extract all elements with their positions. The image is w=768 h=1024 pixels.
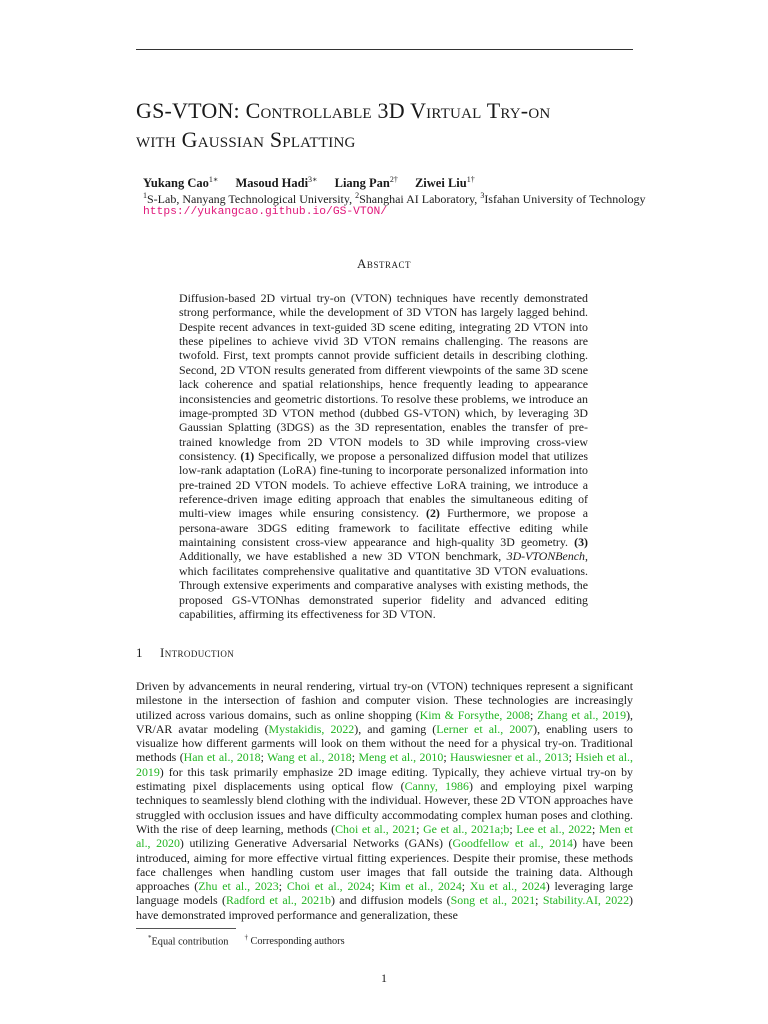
author: Liang Pan$^{2\dagger}$ [334,175,398,191]
section-title: Introduction [160,645,235,660]
citation-link[interactable]: Stability.AI, 2022 [542,893,630,908]
citation-link[interactable]: Meng et al., 2010 [358,750,444,765]
paper-title [136,96,676,154]
citation-link[interactable]: Kim et al., 2024 [379,879,462,894]
citation-link[interactable]: Hsieh et al., 2019 [136,750,633,779]
citation-link[interactable]: Zhu et al., 2023 [198,879,279,894]
footnotes: *Equal contribution † Corresponding authors [148,934,345,948]
author: Masoud Hadi$^{3∗}$ [235,175,318,191]
abstract-text: Diffusion-based 2D virtual try-on (VTON) techniques have recently demonstrated strong performance, while the development of 3D VTON has largely lagged behind. Despite recent advances in text-guided 3D scene editing, integrating 2D VTON into these pipelines to achieve vivid 3D VTON remains challenging. The reasons are twofold. First, text prompts cannot provide sufficient details in describing clothing. Second, 2D VTON results generated from different viewpoints of the same 3D scene lack coherence and spatial relationships, hence frequently leading to appearance inconsistencies and geometric distortions. To resolve these problems, we introduce an image-prompted 3D VTON method (dubbed GS-VTON) which, by leveraging 3D Gaussian Splatting (3DGS) as the 3D representation, enables the transfer of pre-trained knowledge from 2D VTON models to 3D while improving cross-view consistency. (1) Specifically, we propose a personalized diffusion model that utilizes low-rank adaptation (LoRA) fine-tuning to incorporate personalized information into pre-trained 2D VTON models. To achieve effective LoRA training, we introduce a reference-driven image editing approach that enables the simultaneous editing of multi-view images while ensuring consistency. (2) Furthermore, we propose a persona-aware 3DGS editing framework to facilitate effective editing while maintaining consistent cross-view appearance and high-quality 3D geometry. (3) Additionally, we have established a new 3D VTON benchmark, 3D-VTONBench, which facilitates comprehensive qualitative and quantitative 3D VTON evaluations. Through extensive experiments and comparative analyses with existing methods, the proposed GS-VTONhas demonstrated superior fidelity and advanced editing capabilities, affirming its effectiveness for 3D VTON. [179,291,589,621]
citation-link[interactable]: Choi et al., 2024 [286,879,372,894]
footnote-equal-contribution: Equal contribution [151,936,229,948]
citation-link[interactable]: Xu et al., 2024 [469,879,546,894]
citation-link[interactable]: Goodfellow et al., 2014 [452,836,573,851]
citation-link[interactable]: Song et al., 2021 [450,893,536,908]
author-list [143,175,489,191]
citation-link[interactable]: Lerner et al., 2007 [436,721,534,736]
top-rule [136,49,633,50]
citation-link[interactable]: Mystakidis, 2022 [268,721,355,736]
citation-link[interactable]: Ge et al., 2021a;b [423,821,510,836]
project-url-link[interactable]: https://yukangcao.github.io/GS-VTON/ [143,206,388,218]
affiliations: $^1$S-Lab, Nanyang Technological University, $^2$Shanghai AI Laboratory, $^3$Isfahan University of Technology [143,191,646,206]
citation-link[interactable]: Han et al., 2018 [183,750,261,765]
footnote-rule [136,928,236,929]
citation-link[interactable]: Radford et al., 2021b [226,893,331,908]
page-number: 1 [381,971,387,985]
introduction-text: Driven by advancements in neural rendering, virtual try-on (VTON) techniques represent a significant milestone in the intersection of fashion and computer vision. These technologies are increasingly utilized across various domains, such as online shopping (Kim & Forsythe, 2008; Zhang et al., 2019), VR/AR avatar modeling (Mystakidis, 2022), and gaming (Lerner et al., 2007), enabling users to visualize how different garments will look on them without the need for a physical try-on. Traditional methods (Han et al., 2018; Wang et al., 2018; Meng et al., 2010; Hauswiesner et al., 2013; Hsieh et al., 2019) for this task primarily emphasize 2D image editing. Typically, they achieve virtual try-on by estimating pixel displacements using optical flow (Canny, 1986) and employing pixel warping techniques to seamlessly blend clothing with the individual. However, these 2D VTON approaches have struggled with occlusion issues and have difficulty accommodating complex human poses and clothing. With the rise of deep learning, methods (Choi et al., 2021; Ge et al., 2021a;b; Lee et al., 2022; Men et al., 2020) utilizing Generative Adversarial Networks (GANs) (Goodfellow et al., 2014) have been introduced, aiming for more effective virtual fitting experiences. Despite their promise, these methods face challenges when handling custom user images that fall outside the training data. Although approaches (Zhu et al., 2023; Choi et al., 2024; Kim et al., 2024; Xu et al., 2024) leveraging large language models (Radford et al., 2021b) and diffusion models (Song et al., 2021; Stability.AI, 2022) have demonstrated improved performance and generalization, these [136,679,634,922]
citation-link[interactable]: Wang et al., 2018 [267,750,352,765]
abstract-heading: Abstract [357,256,411,271]
title-line-1: GS-VTON: Controllable 3D Virtual Try-on [136,98,551,123]
citation-link[interactable]: Choi et al., 2021 [335,821,417,836]
author: Ziwei Liu$^{1\dagger}$ [414,175,475,191]
citation-link[interactable]: Men et al., 2020 [136,821,633,851]
citation-link[interactable]: Canny, 1986 [404,779,469,794]
citation-link[interactable]: Zhang et al., 2019 [537,707,627,722]
citation-link[interactable]: Kim & Forsythe, 2008 [419,707,530,722]
footnote-corresponding-authors: Corresponding authors [247,936,345,948]
citation-link[interactable]: Hauswiesner et al., 2013 [450,750,569,765]
section-heading [136,645,234,661]
section-number: 1 [136,645,143,660]
title-line-2: with Gaussian Splatting [136,127,356,152]
citation-link[interactable]: Lee et al., 2022 [516,821,592,836]
author: Yukang Cao$^{1∗}$ [143,175,219,191]
